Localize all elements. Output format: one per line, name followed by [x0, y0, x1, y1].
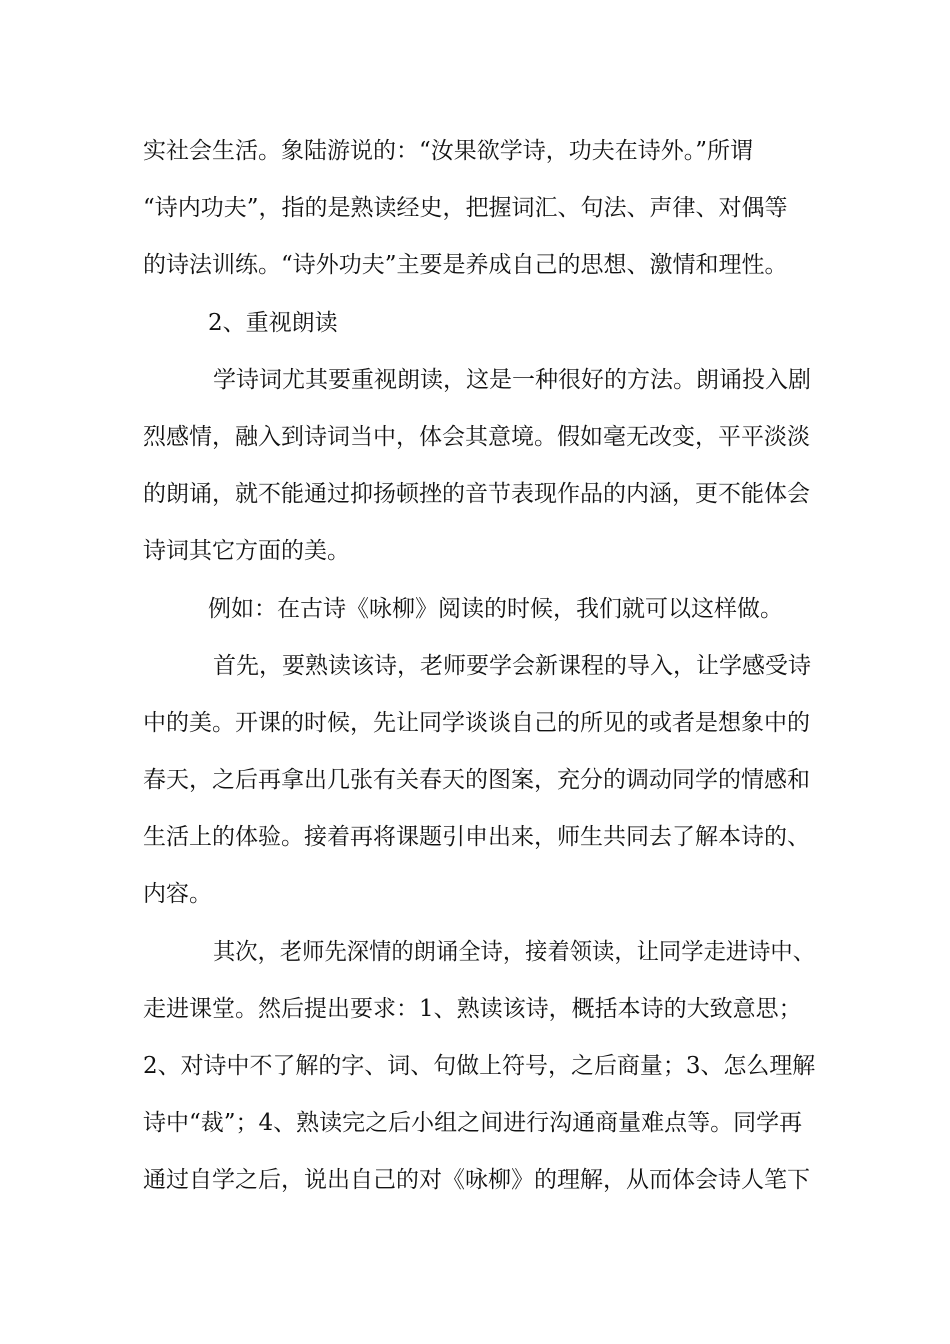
text-line-2: “诗内功夫”，指的是熟读经史，把握词汇、句法、声律、对偶等: [143, 195, 788, 221]
text-line-14: 内容。: [143, 881, 212, 907]
text-line-1: 实社会生活。象陆游说的：“汝果欲学诗，功夫在诗外。”所谓: [143, 138, 754, 164]
text-line-10: 首先，要熟读该诗，老师要学会新课程的导入，让学感受诗: [213, 653, 811, 679]
text-line-6: 烈感情，融入到诗词当中，体会其意境。假如毫无改变，平平淡淡: [143, 424, 810, 450]
text-line-8: 诗词其它方面的美。: [143, 538, 350, 564]
text-line-12: 春天，之后再拿出几张有关春天的图案，充分的调动同学的情感和: [143, 767, 810, 793]
text-line-15: 其次，老师先深情的朗诵全诗，接着领读，让同学走进诗中、: [213, 939, 815, 965]
text-line-9: 例如：在古诗《咏柳》阅读的时候，我们就可以这样做。: [208, 596, 783, 622]
text-line-5: 学诗词尤其要重视朗读，这是一种很好的方法。朗诵投入剧: [213, 367, 811, 393]
text-line-7: 的朗诵，就不能通过抑扬顿挫的音节表现作品的内涵，更不能体会: [143, 481, 810, 507]
text-line-17: 2、对诗中不了解的字、词、句做上符号，之后商量；3、怎么理解: [143, 1053, 816, 1079]
text-line-19: 通过自学之后，说出自己的对《咏柳》的理解，从而体会诗人笔下: [143, 1167, 810, 1193]
text-line-3: 的诗法训练。“诗外功夫”主要是养成自己的思想、激情和理性。: [143, 252, 788, 278]
text-line-18: 诗中“裁”；4、熟读完之后小组之间进行沟通商量难点等。同学再: [143, 1110, 803, 1136]
text-line-16: 走进课堂。然后提出要求：1、熟读该诗，概括本诗的大致意思；: [143, 996, 802, 1022]
text-line-13: 生活上的体验。接着再将课题引申出来，师生共同去了解本诗的、: [143, 824, 810, 850]
text-line-11: 中的美。开课的时候，先让同学谈谈自己的所见的或者是想象中的: [143, 710, 810, 736]
section-heading: 2、重视朗读: [208, 310, 338, 336]
